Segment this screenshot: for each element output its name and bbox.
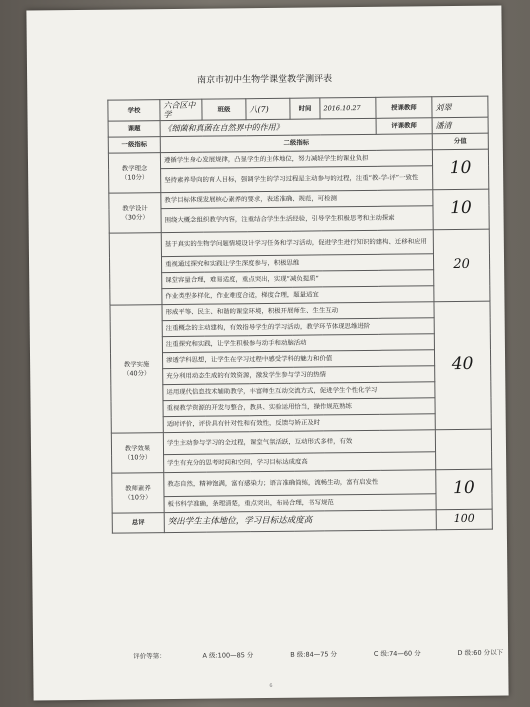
score-cell	[434, 301, 491, 430]
total-score: 100	[453, 511, 475, 526]
total-comment: 突出学生主体地位，学习目标达成度高	[164, 510, 436, 533]
grade-b: B 级:84—75 分	[290, 650, 338, 659]
criterion-text: 遵循学生身心发展规律，凸显学生的主体地位，努力减轻学生的课业负担	[160, 150, 432, 169]
grade-d: D 级:60 分以下	[457, 648, 504, 658]
class-label: 班级	[202, 99, 246, 120]
level1-header: 一级指标	[108, 137, 160, 154]
level2-header: 二级指标	[160, 134, 432, 153]
criterion-text: 基于真实的生物学问题情境设计学习任务和学习活动，促进学生进行知识的建构、迁移和应用	[161, 230, 433, 257]
handwritten-score: 10	[449, 157, 472, 178]
topic-label: 课题	[108, 121, 160, 138]
criterion-text: 围绕大概念组织教学内容，注重结合学生生活经验，引导学生积极思考和主动探索	[161, 206, 433, 233]
evaluator-value: 潘清	[432, 117, 488, 134]
category-cell	[108, 153, 160, 194]
school-label: 学校	[108, 100, 160, 122]
criterion-text: 作业类型多样化，作业难度合适，梯度合理，题量适宜	[162, 286, 434, 305]
form-title: 南京市初中生物学课堂教学测评表	[197, 74, 333, 86]
handwritten-score: 10	[450, 197, 472, 218]
category-cell	[111, 433, 163, 474]
category-points: （30分）	[121, 212, 149, 222]
category-name: 教学理念	[121, 163, 148, 173]
category-cell	[109, 193, 161, 234]
teacher-value: 刘翠	[432, 96, 488, 118]
category-name: 教学实施	[123, 359, 150, 369]
criterion-text: 注重概念的主动建构，有效指导学生的学习活动，教学环节体现思维进阶	[162, 318, 434, 337]
category-cell	[110, 305, 163, 434]
criterion-text: 板书科学准确，条理清楚，重点突出，布局合理，书写规范	[164, 494, 436, 513]
category-points: （10分）	[120, 172, 149, 182]
criterion-text: 学生主动参与学习的全过程，课堂气氛活跃，互动形式多样，有效	[163, 430, 435, 455]
grading-label: 评价等第：	[133, 652, 166, 661]
time-value: 2016.10.27	[320, 97, 376, 119]
criterion-text: 渗透学科思想，让学生在学习过程中感受学科的魅力和价值	[162, 350, 434, 369]
score-header: 分值	[432, 133, 488, 150]
category-name: 教师素养	[125, 483, 151, 492]
class-value: 八(7)	[246, 98, 290, 119]
category-points: （10分）	[124, 492, 152, 502]
criterion-text: 重视通过探究和实践让学生深度参与，积极思维	[161, 254, 433, 273]
total-score-cell	[436, 509, 492, 530]
category-cell	[112, 473, 164, 514]
handwritten-score: 10	[452, 477, 475, 498]
evaluation-table	[107, 96, 493, 534]
criterion-text: 教学目标体现发展核心素养的要求，表述准确、规范，可检测	[161, 190, 433, 209]
criterion-text: 注重探究和实践，让学生积极参与动手和动脑活动	[162, 334, 434, 353]
criterion-text: 形成平等、民主、和谐的课堂环境，积极开展师生、生生互动	[162, 302, 434, 321]
criterion-text: 坚持素养导向的育人目标，强调学生的学习过程是主动参与的过程，注重“教-学-评”一致性	[161, 166, 433, 193]
score-cell	[432, 149, 488, 190]
page-number: 6	[269, 682, 273, 689]
category-name: 教学效果	[124, 443, 151, 453]
paper-sheet	[26, 6, 508, 701]
topic-value: 《细菌和真菌在自然界中的作用》	[160, 118, 376, 136]
category-cell-empty	[109, 233, 162, 306]
criterion-text: 充分利用动态生成的有效资源，激发学生参与学习的热情	[163, 366, 435, 385]
category-points: （10分）	[123, 452, 152, 462]
score-cell	[435, 429, 491, 470]
criterion-text: 学生有充分的思考时间和空间，学习目标达成度高	[164, 452, 436, 473]
score-cell	[433, 229, 490, 302]
criterion-text: 课堂容量合理，难易适度，重点突出，实现“减负提质”	[162, 270, 434, 289]
time-label: 时间	[290, 98, 320, 119]
category-points: （40分）	[123, 368, 151, 378]
grade-a: A 级:100—85 分	[202, 651, 254, 660]
teacher-label: 授课教师	[376, 97, 432, 119]
school-value: 六合区中学	[160, 99, 202, 120]
score-cell	[433, 189, 489, 230]
criterion-text: 教态自然，精神饱满，富有感染力；语言准确简练，流畅生动，富有启发性	[164, 470, 436, 497]
total-label: 总评	[112, 513, 164, 534]
criterion-text: 适时评价，评价具有针对性和有效性，反馈与矫正及时	[163, 414, 435, 433]
category-name: 教学设计	[122, 203, 148, 213]
handwritten-score: 20	[453, 256, 470, 273]
grade-c: C 级:74—60 分	[373, 649, 421, 658]
criterion-text: 运用现代信息技术辅助教学，丰富师生互动交流方式，促进学生个性化学习	[163, 382, 435, 401]
handwritten-score: 40	[451, 353, 474, 374]
evaluator-label: 评课教师	[376, 118, 432, 135]
score-cell	[436, 469, 492, 510]
total-row	[112, 509, 492, 533]
grading-scale	[133, 648, 503, 661]
criterion-text: 重视教学资源的开发与整合，教具、实验运用恰当，操作规范熟练	[163, 398, 435, 417]
